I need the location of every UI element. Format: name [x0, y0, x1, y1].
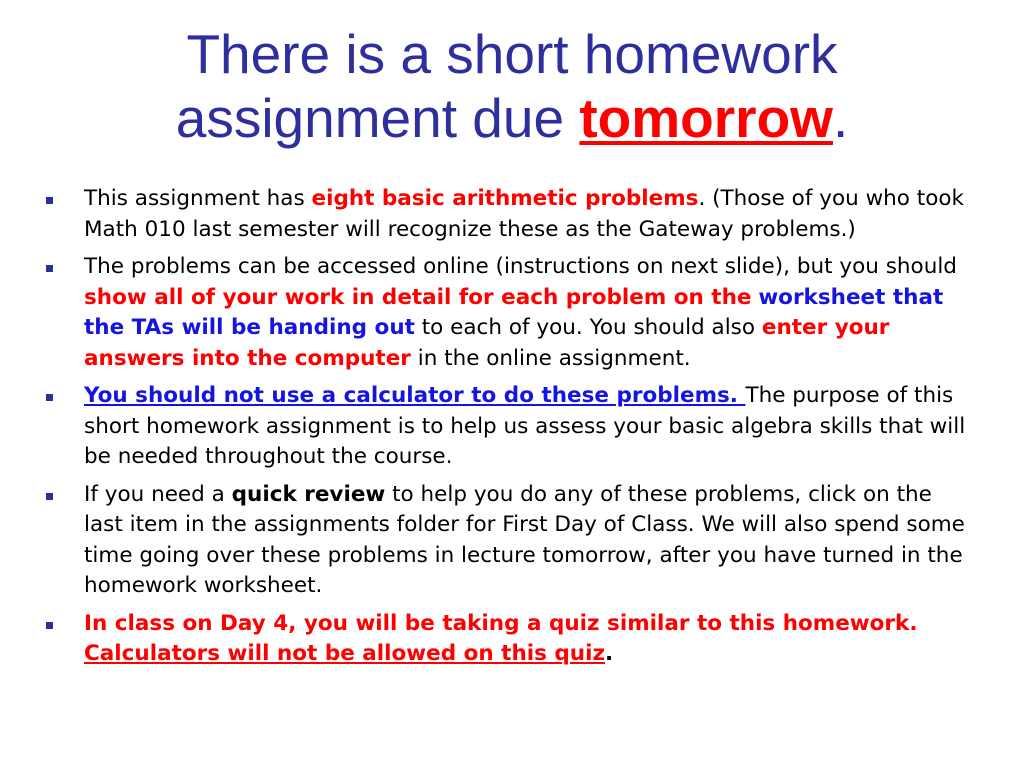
bullet-4-text-1: If you need a	[84, 481, 232, 507]
bullet-item-5	[46, 609, 976, 670]
bullet-2-text-1: The problems can be accessed online (instructions on next slide), but you should	[84, 254, 957, 279]
bullet-square-icon	[46, 197, 53, 204]
bullet-2-highlight-enter-answers: enter your answers into the computer	[84, 315, 890, 371]
bullet-5-period: .	[605, 641, 614, 666]
bullet-item-2	[46, 252, 976, 374]
slide-title	[40, 22, 984, 150]
title-emphasis-tomorrow: tomorrow	[579, 87, 833, 149]
bullet-2-text-3: in the online assignment.	[410, 345, 691, 371]
bullet-item-1	[46, 184, 976, 245]
bullet-2-highlight-show-work: show all of your work in detail for each problem on the	[84, 284, 752, 310]
bullet-1-text-1: This assignment has	[84, 186, 312, 211]
bullet-1-text-2: . (Those of you who took Math 010 last semester will recognize these as the Gateway problems.)	[84, 186, 964, 242]
bullet-4-text-2: to help you do any of these problems, click on the last item in the assignments folder for First Day of Class. We will also spend some time going over these problems in lecture tomorrow, after you have turned in the homework worksheet.	[84, 481, 965, 598]
bullet-square-icon	[46, 493, 53, 500]
bullet-item-4	[46, 480, 976, 602]
title-line-2-suffix: .	[832, 87, 849, 149]
bullet-square-icon	[46, 622, 53, 629]
bullet-2-highlight-worksheet: worksheet that the TAs will be handing out	[84, 284, 944, 340]
bullet-item-3	[46, 381, 976, 473]
bullet-3-no-calculator-link[interactable]: You should not use a calculator to do these problems.	[84, 383, 746, 408]
bullet-5-quiz-notice: In class on Day 4, you will be taking a quiz similar to this homework.	[84, 610, 918, 636]
bullet-5-calculators-not-allowed: Calculators will not be allowed on this quiz	[84, 641, 605, 666]
bullet-2-text-2: to each of you. You should also	[414, 315, 762, 340]
bullet-1-highlight: eight basic arithmetic problems	[311, 186, 699, 211]
bullet-square-icon	[46, 394, 53, 401]
bullet-4-quick-review: quick review	[231, 481, 386, 507]
bullet-square-icon	[46, 265, 53, 272]
title-line-1: There is a short homework	[186, 23, 838, 85]
bullet-list	[46, 184, 976, 677]
bullet-3-text: The purpose of this short homework assignment is to help us assess your basic algebra skills that will be needed throughout the course.	[84, 383, 966, 469]
title-line-2-prefix: assignment due	[175, 87, 580, 149]
